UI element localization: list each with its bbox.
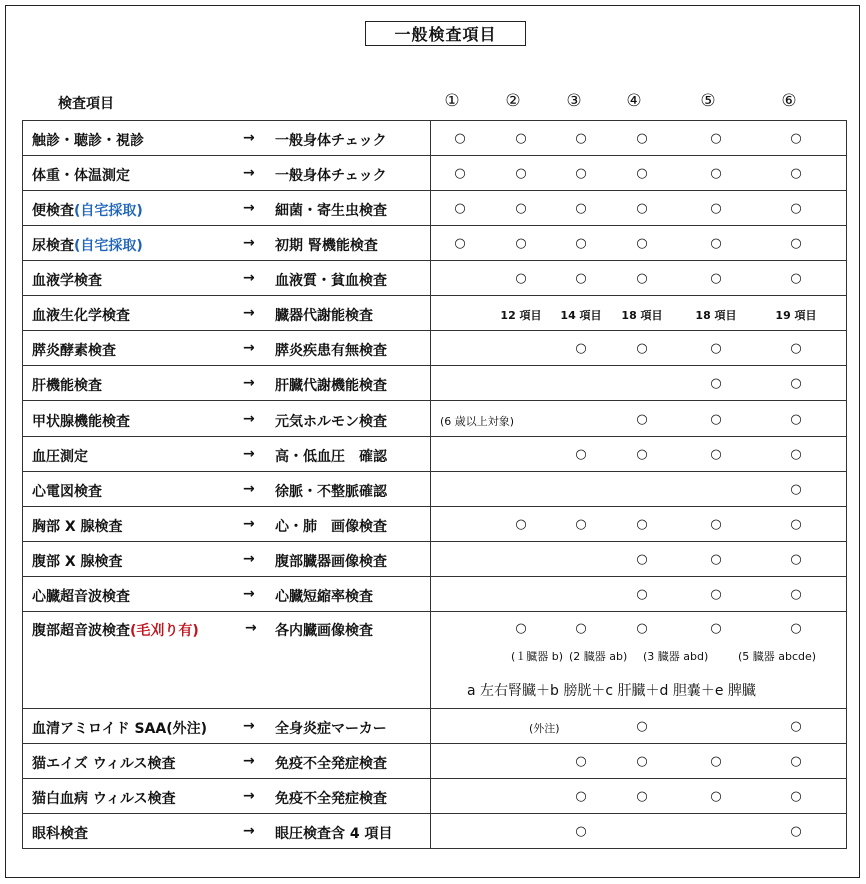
plan-marks-cell [431,779,847,814]
check-mark: ○ [710,587,722,602]
check-mark: ○ [454,166,466,181]
check-mark: ○ [636,621,648,636]
plan-marks-cell [431,814,847,849]
exam-name-text: 体重・体温測定 [32,168,130,184]
check-mark: ○ [636,201,648,216]
exam-name-text: 心電図検査 [32,484,102,500]
arrow-icon: → [243,516,255,532]
plan-header-5: ⑤ [700,91,716,111]
check-mark: ○ [710,166,722,181]
check-mark: ○ [710,621,722,636]
exam-purpose: 膵炎疾患有無検査 [275,343,387,359]
check-mark: ○ [790,131,802,146]
arrow-icon: → [243,130,255,146]
arrow-icon: → [245,620,257,636]
check-mark: ○ [790,447,802,462]
organ-count-detail: (5 臓器 abcde) [738,650,817,663]
plan-marks-cell [431,331,847,366]
arrow-icon: → [243,165,255,181]
check-mark: ○ [710,447,722,462]
arrow-icon: → [243,551,255,567]
exam-name-text: 腹部 X 腺検査 [32,554,123,570]
exam-name-text: 膵炎酵素検査 [32,343,116,359]
exam-purpose: 元気ホルモン検査 [275,414,387,430]
check-mark: ○ [575,789,587,804]
exam-name [32,551,123,571]
plan-marks-cell [431,507,847,542]
exam-name-text: 心臓超音波検査 [32,589,130,605]
check-mark: ○ [710,271,722,286]
exam-note: (6 歳以上対象) [440,415,515,428]
table-row [23,156,847,191]
exam-purpose: 細菌・寄生虫検査 [275,203,387,219]
exam-purpose: 心・肺 画像検査 [275,519,387,535]
exam-name-note: (毛刈り有) [130,623,199,639]
exam-item-cell [23,156,431,191]
check-mark: ○ [790,376,802,391]
check-mark: ○ [454,131,466,146]
check-mark: ○ [790,166,802,181]
table-row [23,226,847,261]
items-column-header: 検査項目 [58,96,114,112]
check-mark: ○ [575,517,587,532]
exam-purpose: 腹部臓器画像検査 [275,554,387,570]
check-mark: ○ [575,447,587,462]
check-mark: ○ [575,236,587,251]
check-mark: ○ [790,587,802,602]
exam-item-cell [23,507,431,542]
check-mark: ○ [636,754,648,769]
exam-name [32,718,207,738]
plan-marks-cell [431,366,847,401]
page-title: 一般検査項目 [365,21,526,46]
check-mark: ○ [636,447,648,462]
check-mark: ○ [515,271,527,286]
exam-name-text: 血液学検査 [32,273,102,289]
exam-name-text: 甲状腺機能検査 [32,414,130,430]
table-row [23,612,847,709]
check-mark: ○ [515,621,527,636]
check-mark: ○ [790,719,802,734]
arrow-icon: → [243,375,255,391]
exam-name [32,753,175,773]
item-count: 19 項目 [775,309,817,322]
exam-purpose: 免疫不全発症検査 [275,756,387,772]
check-mark: ○ [575,166,587,181]
exam-name-text: 眼科検査 [32,826,88,842]
exam-name-text: 肝機能検査 [32,378,102,394]
plan-marks-cell [431,612,847,709]
arrow-icon: → [243,305,255,321]
plan-header-6: ⑥ [781,91,797,111]
exam-item-cell [23,226,431,261]
check-mark: ○ [636,789,648,804]
exam-item-cell [23,612,431,709]
exam-purpose: 一般身体チェック [275,168,387,184]
exam-purpose: 心臓短縮率検査 [275,589,373,605]
plan-header-4: ④ [626,91,642,111]
exam-name-text: 猫白血病 ウィルス検査 [32,791,176,807]
check-mark: ○ [710,376,722,391]
exam-purpose: 高・低血圧 確認 [275,449,387,465]
exam-item-cell [23,472,431,507]
plan-marks-cell [431,121,847,156]
plan-marks-cell [431,542,847,577]
table-row [23,472,847,507]
check-mark: ○ [790,341,802,356]
item-count: 18 項目 [695,309,737,322]
plan-marks-cell [431,191,847,226]
table-row [23,191,847,226]
table-row [23,577,847,612]
exam-note: (外注) [529,722,560,735]
check-mark: ○ [710,517,722,532]
plan-marks-cell [431,401,847,437]
check-mark: ○ [575,201,587,216]
arrow-icon: → [243,481,255,497]
exam-name [32,200,143,220]
arrow-icon: → [243,200,255,216]
exam-purpose: 免疫不全発症検査 [275,791,387,807]
exam-purpose: 眼圧検査含 4 項目 [275,826,393,842]
organ-count-detail: (2 臓器 ab) [569,650,628,663]
exam-name [32,165,130,185]
exam-item-cell [23,366,431,401]
check-mark: ○ [636,587,648,602]
exam-name [32,270,102,290]
exam-name-text: 尿検査 [32,238,74,254]
arrow-icon: → [243,340,255,356]
exam-name-text: 血液生化学検査 [32,308,130,324]
check-mark: ○ [575,824,587,839]
exam-name [32,411,130,431]
check-mark: ○ [636,517,648,532]
exam-name [32,130,144,150]
exam-item-cell [23,542,431,577]
plan-marks-cell [431,577,847,612]
exam-purpose: 一般身体チェック [275,133,387,149]
check-mark: ○ [515,131,527,146]
exam-name [32,823,88,843]
exam-name-note: (自宅採取) [74,203,143,219]
check-mark: ○ [636,236,648,251]
check-mark: ○ [636,341,648,356]
exam-name [32,375,102,395]
check-mark: ○ [790,271,802,286]
check-mark: ○ [575,754,587,769]
check-mark: ○ [575,621,587,636]
exam-item-cell [23,401,431,437]
exam-item-cell [23,191,431,226]
exam-name-text: 胸部 X 腺検査 [32,519,123,535]
check-mark: ○ [575,341,587,356]
table-row [23,779,847,814]
exam-item-cell [23,577,431,612]
exam-name [32,788,176,808]
exam-name [32,516,123,536]
table-row [23,709,847,744]
check-mark: ○ [515,517,527,532]
check-mark: ○ [636,131,648,146]
plan-marks-cell [431,709,847,744]
check-mark: ○ [790,482,802,497]
arrow-icon: → [243,446,255,462]
exam-name [32,481,102,501]
arrow-icon: → [243,586,255,602]
exam-purpose: 血液質・貧血検査 [275,273,387,289]
exam-name [32,305,130,325]
exam-purpose: 各内臓画像検査 [275,623,373,639]
check-mark: ○ [575,271,587,286]
exam-purpose: 初期 腎機能検査 [275,238,378,254]
table-row [23,744,847,779]
table-row [23,814,847,849]
check-mark: ○ [636,719,648,734]
check-mark: ○ [636,166,648,181]
check-mark: ○ [575,131,587,146]
exam-purpose: 徐脈・不整脈確認 [275,484,387,500]
table-row [23,121,847,156]
exam-name-text: 腹部超音波検査 [32,623,130,639]
check-mark: ○ [710,236,722,251]
exam-item-cell [23,814,431,849]
arrow-icon: → [243,270,255,286]
check-mark: ○ [636,552,648,567]
check-mark: ○ [710,552,722,567]
organ-legend: a 左右腎臓＋b 膀胱＋c 肝臓＋d 胆嚢＋e 脾臓 [467,683,756,699]
plan-header-1: ① [444,91,460,111]
exam-name [32,620,199,640]
check-mark: ○ [790,621,802,636]
plan-marks-cell [431,296,847,331]
check-mark: ○ [710,754,722,769]
table-row [23,296,847,331]
table-row [23,366,847,401]
arrow-icon: → [243,788,255,804]
exam-name-text: 便検査 [32,203,74,219]
check-mark: ○ [515,201,527,216]
plan-marks-cell [431,156,847,191]
exam-item-cell [23,261,431,296]
check-mark: ○ [515,236,527,251]
check-mark: ○ [636,271,648,286]
organ-count-detail: (１臓器 b) [511,650,564,663]
exam-name [32,235,143,255]
check-mark: ○ [790,201,802,216]
plan-marks-cell [431,261,847,296]
organ-count-detail: (3 臓器 abd) [643,650,709,663]
check-mark: ○ [454,236,466,251]
arrow-icon: → [243,718,255,734]
arrow-icon: → [243,823,255,839]
exam-name-text: 血圧測定 [32,449,88,465]
plan-marks-cell [431,226,847,261]
exam-item-cell [23,296,431,331]
exam-name [32,446,88,466]
check-mark: ○ [636,412,648,427]
arrow-icon: → [243,753,255,769]
exam-item-cell [23,744,431,779]
check-mark: ○ [790,517,802,532]
check-mark: ○ [454,201,466,216]
arrow-icon: → [243,411,255,427]
arrow-icon: → [243,235,255,251]
check-mark: ○ [790,412,802,427]
exam-item-cell [23,779,431,814]
exam-name [32,340,116,360]
plan-marks-cell [431,744,847,779]
check-mark: ○ [790,236,802,251]
check-mark: ○ [790,824,802,839]
exam-purpose: 肝臓代謝機能検査 [275,378,387,394]
exam-purpose: 臓器代謝能検査 [275,308,373,324]
table-row [23,331,847,366]
check-mark: ○ [710,341,722,356]
plan-header-3: ③ [566,91,582,111]
item-count: 14 項目 [560,309,602,322]
table-row [23,507,847,542]
table-row [23,261,847,296]
plan-marks-cell [431,437,847,472]
check-mark: ○ [710,789,722,804]
exam-item-cell [23,437,431,472]
exam-item-cell [23,121,431,156]
plan-marks-cell [431,472,847,507]
exam-name [32,586,130,606]
exam-name-text: 猫エイズ ウィルス検査 [32,756,176,772]
check-mark: ○ [790,552,802,567]
exam-purpose: 全身炎症マーカー [275,721,387,737]
check-mark: ○ [790,754,802,769]
table-row [23,437,847,472]
exam-table [22,120,847,849]
check-mark: ○ [790,789,802,804]
exam-item-cell [23,331,431,366]
plan-header-2: ② [505,91,521,111]
item-count: 18 項目 [621,309,663,322]
exam-name-text: 血清アミロイド SAA(外注) [32,721,208,737]
check-mark: ○ [710,131,722,146]
table-row [23,401,847,437]
check-mark: ○ [515,166,527,181]
exam-item-cell [23,709,431,744]
check-mark: ○ [710,412,722,427]
table-row [23,542,847,577]
check-mark: ○ [710,201,722,216]
exam-name-text: 触診・聴診・視診 [32,133,144,149]
exam-name-note: (自宅採取) [74,238,143,254]
item-count: 12 項目 [500,309,542,322]
